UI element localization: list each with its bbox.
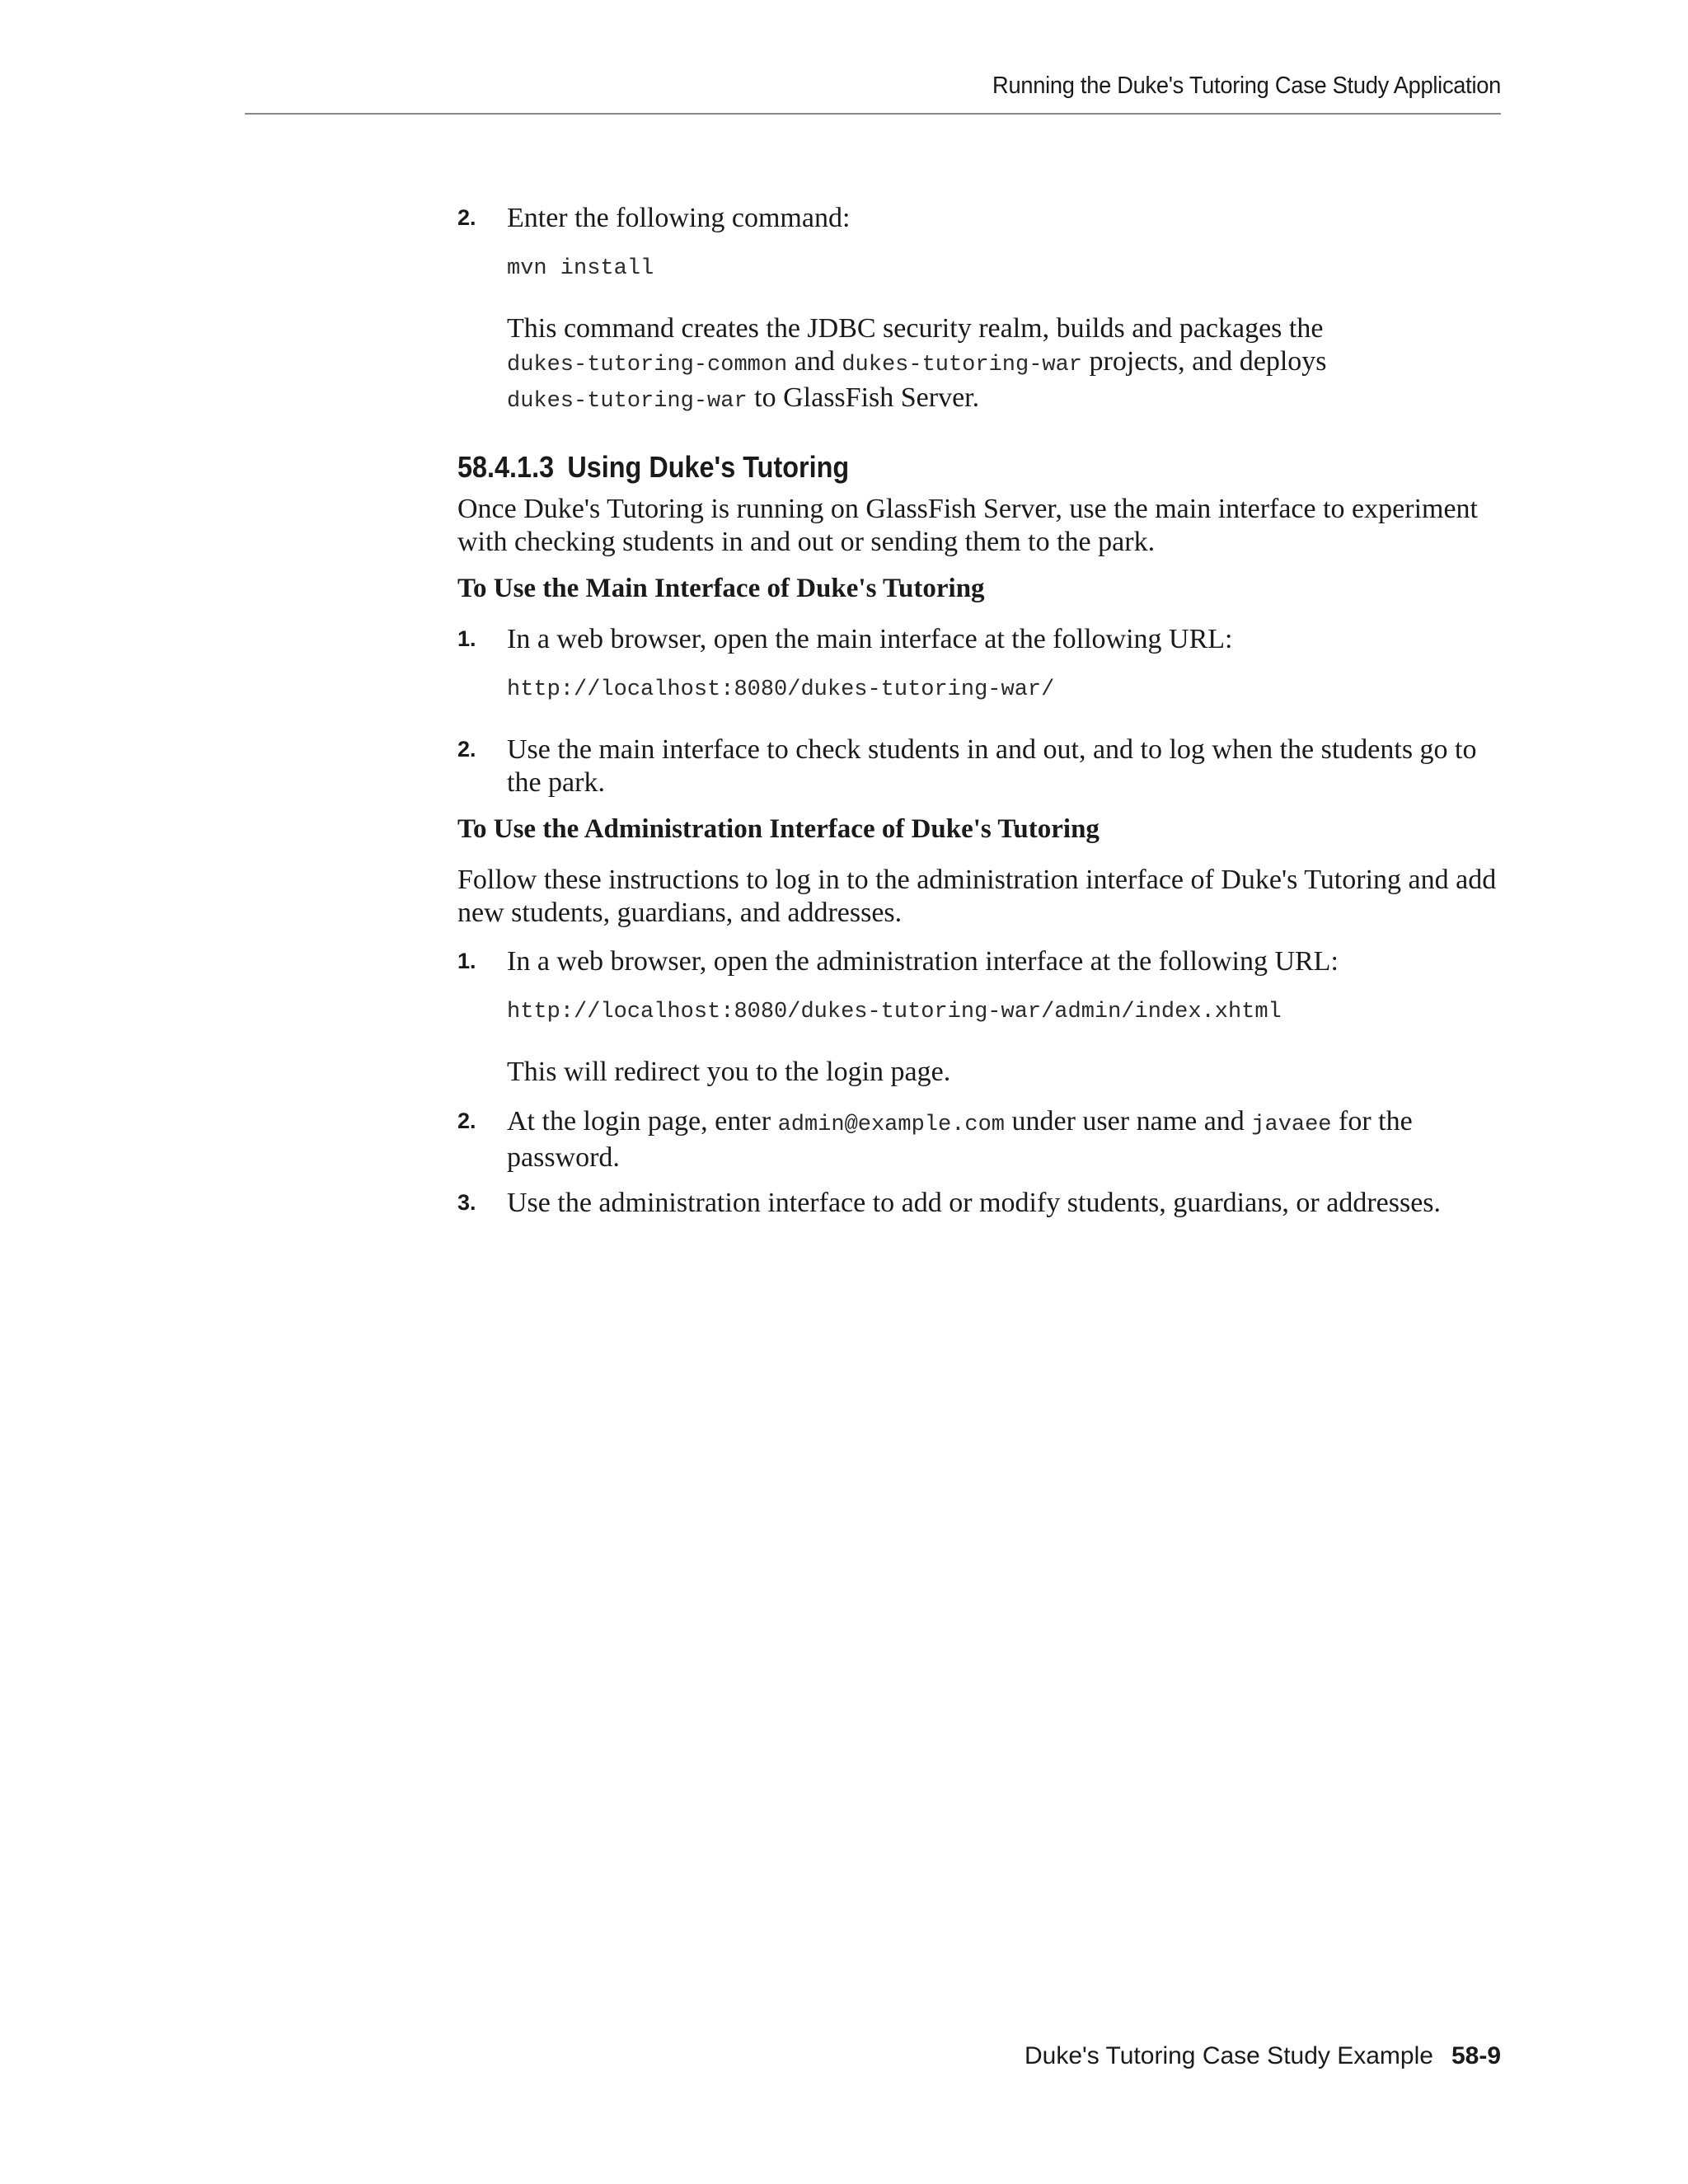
description-line-2: dukes-tutoring-common and dukes-tutoring-war projects, and deploys (507, 346, 1327, 377)
step-text: Use the administration interface to add or modify students, guardians, or addresses. (507, 1188, 1442, 1218)
code-username: admin@example.com (777, 1113, 1006, 1137)
step-text: Enter the following command: (507, 203, 851, 233)
footer-title: Duke's Tutoring Case Study Example (1024, 2042, 1433, 2069)
command-description (507, 312, 1501, 418)
code-dukes-tutoring-war: dukes-tutoring-war (507, 389, 748, 414)
code-dukes-tutoring-common: dukes-tutoring-common (507, 353, 788, 377)
step-text: At the login page, enter admin@example.com under user name and javaee for the password. (507, 1106, 1413, 1173)
section-number: 58.4.1.3 (457, 450, 555, 484)
procedure-title-main: To Use the Main Interface of Duke's Tutoring (457, 574, 985, 603)
code-dukes-tutoring-war: dukes-tutoring-war (842, 353, 1083, 377)
main-url: http://localhost:8080/dukes-tutoring-war/ (507, 677, 1055, 702)
step-text: In a web browser, open the administration interface at the following URL: (507, 946, 1339, 977)
section-title: Using Duke's Tutoring (567, 450, 850, 484)
code-password: javaee (1251, 1113, 1332, 1137)
procedure-title-admin: To Use the Administration Interface of Duke's Tutoring (457, 814, 1100, 844)
step-number: 3. (457, 1190, 476, 1215)
admin-url: http://localhost:8080/dukes-tutoring-war/admin/index.xhtml (507, 1000, 1282, 1024)
page-number: 58-9 (1451, 2042, 1501, 2069)
description-line-1: This command creates the JDBC security realm, builds and packages the (507, 313, 1324, 344)
step-number: 2. (457, 737, 476, 762)
section-intro: Once Duke's Tutoring is running on GlassFish Server, use the main interface to experiment with checking students in and out or sending them to the park. (457, 494, 1478, 557)
step-text: In a web browser, open the main interface at the following URL: (507, 624, 1233, 654)
section-heading (457, 450, 849, 485)
admin-intro: Follow these instructions to log in to the administration interface of Duke's Tutoring and add new students, guardians, and addresses. (457, 865, 1497, 928)
command-code: mvn install (507, 256, 654, 281)
header-rule (245, 113, 1501, 115)
running-header: Running the Duke's Tutoring Case Study Application (992, 73, 1501, 99)
step-number: 2. (457, 1108, 476, 1133)
step-number: 1. (457, 626, 476, 651)
step-number: 1. (457, 949, 476, 973)
description-line-3: dukes-tutoring-war to GlassFish Server. (507, 382, 980, 414)
redirect-note: This will redirect you to the login page. (507, 1057, 951, 1087)
page-footer (1025, 2042, 1501, 2070)
step-text: Use the main interface to check students in and out, and to log when the students go to the park. (507, 734, 1477, 798)
step-number: 2. (457, 205, 476, 230)
